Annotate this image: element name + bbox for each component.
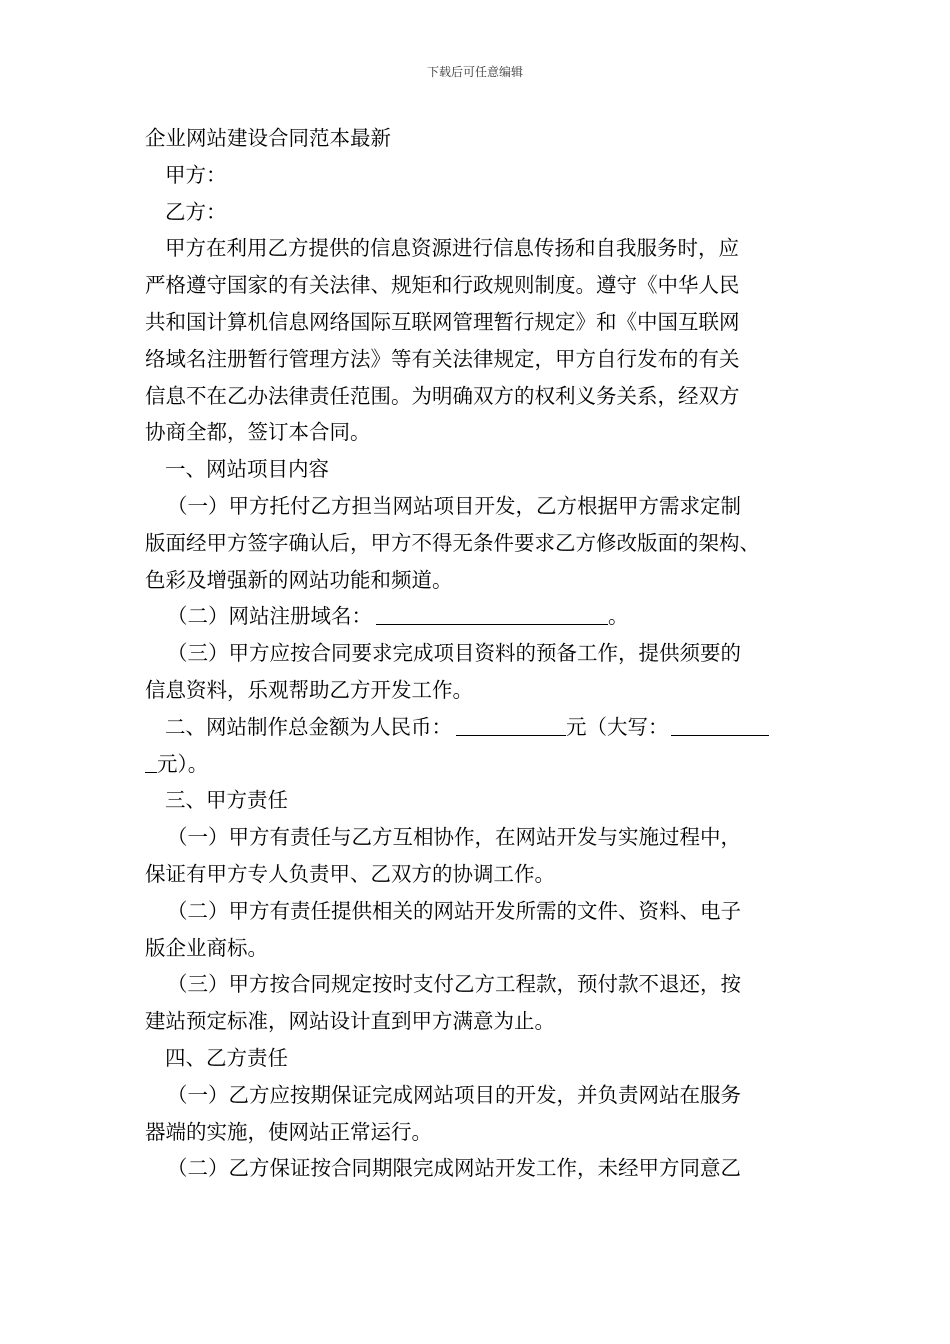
section3-item3-line: （三）甲方按合同规定按时支付乙方工程款，预付款不退还，按 [167,972,741,997]
amount-words-blank-cont [145,752,157,773]
section3-item2-line: 版企业商标。 [145,935,268,960]
section1-item1-line: 色彩及增强新的网站功能和频道。 [145,567,453,592]
intro-line: 信息不在乙办法律责任范围。为明确双方的权利义务关系，经双方 [145,383,740,408]
section-heading-project: 一、网站项目内容 [165,457,329,482]
amount-unit-label: 元（大写： [566,714,669,739]
total-amount-row [145,709,817,746]
section3-item3-line: 建站预定标准，网站设计直到甲方满意为止。 [145,1009,555,1034]
contract-body [145,120,817,1187]
total-amount-label: 二、网站制作总金额为人民币： [165,714,452,739]
section3-item1-line: （一）甲方有责任与乙方互相协作，在网站开发与实施过程中， [167,825,741,850]
intro-line: 甲方在利用乙方提供的信息资源进行信息传扬和自我服务时，应 [165,236,739,261]
section4-item2-line: （二）乙方保证按合同期限完成网站开发工作，未经甲方同意乙 [167,1156,741,1181]
section3-item1-line: 保证有甲方专人负责甲、乙双方的协调工作。 [145,861,555,886]
document-title: 企业网站建设合同范本最新 [145,126,391,150]
section-heading-party-b: 四、乙方责任 [165,1045,288,1070]
section-heading-party-a: 三、甲方责任 [165,788,288,813]
amount-end: 元）。 [157,751,209,776]
domain-name-row [145,598,817,635]
total-amount-row-end [145,746,817,783]
section3-item2-line: （二）甲方有责任提供相关的网站开发所需的文件、资料、电子 [167,898,741,923]
party-a-label: 甲方： [165,162,227,187]
section1-item3-line: （三）甲方应按合同要求完成项目资料的预备工作，提供须要的 [167,641,741,666]
section1-item1-line: （一）甲方托付乙方担当网站项目开发，乙方根据甲方需求定制 [167,493,741,518]
section1-item1-line: 版面经甲方签字确认后，甲方不得无条件要求乙方修改版面的架构、 [145,530,760,555]
section4-item1-line: （一）乙方应按期保证完成网站项目的开发，并负责网站在服务 [167,1082,741,1107]
page-header-note: 下载后可任意编辑 [426,65,523,79]
intro-line: 共和国计算机信息网络国际互联网管理暂行规定》和《中国互联网 [145,309,740,334]
party-b-label: 乙方： [165,199,227,224]
amount-number-blank [456,715,566,736]
section1-item3-line: 信息资料，乐观帮助乙方开发工作。 [145,677,473,702]
domain-name-blank [376,604,608,625]
amount-words-blank [671,715,769,736]
domain-name-label: （二）网站注册域名： [167,604,372,629]
intro-line: 协商全都，签订本合同。 [145,420,371,445]
intro-line: 络域名注册暂行管理方法》等有关法律规定，甲方自行发布的有关 [145,346,740,371]
intro-line: 严格遵守国家的有关法律、规矩和行政规则制度。遵守《中华人民 [145,273,740,298]
section4-item1-line: 器端的实施，使网站正常运行。 [145,1119,432,1144]
domain-name-end: 。 [608,604,629,629]
